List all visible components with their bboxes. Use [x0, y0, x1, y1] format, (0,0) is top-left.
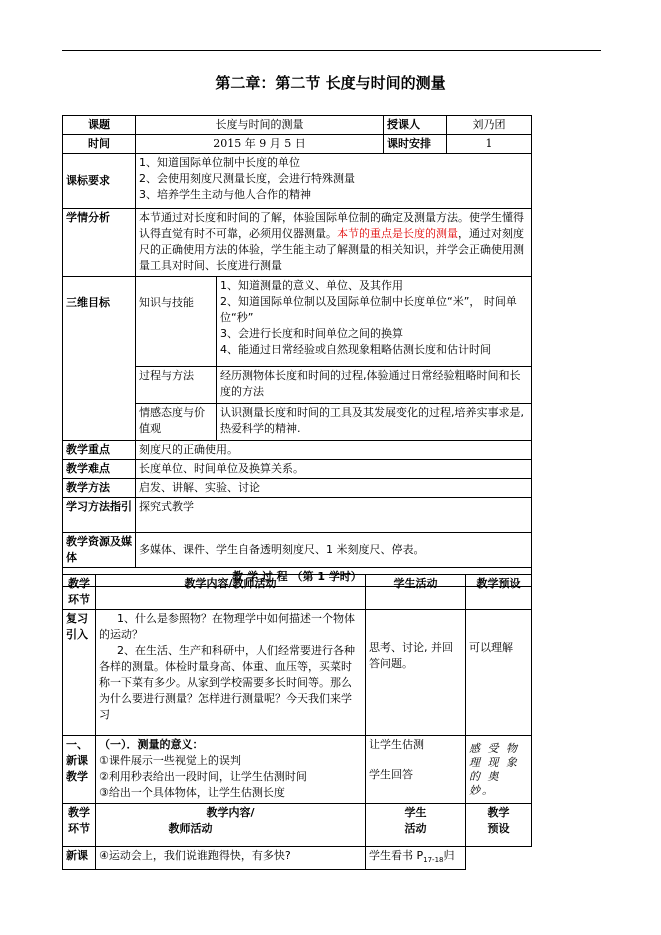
knowledge-line: 4、能通过日常经验或自然现象粗略估测长度和估计时间 — [220, 343, 491, 356]
review-label: 复习引入 — [63, 610, 96, 736]
review-text: 2、在生活、生产和科研中，人们经常要进行各种各样的测量。体检时量身高、体重、血压等，买菜时称一下菜有多少。从家到学校需要多长时间等。那么为什么要进行测量？怎样进行测量呢？今天我们来学习 — [99, 644, 355, 721]
last-row-student-sub: 17-18 — [423, 856, 444, 865]
analysis-highlight: 本节的重点是长度的测量 — [337, 227, 458, 240]
topic-value: 长度与时间的测量 — [136, 116, 384, 135]
resources-label: 教学资源及媒体 — [63, 533, 136, 568]
resources-value: 多媒体、课件、学生自备透明刻度尺、1 米刻度尺、停表。 — [136, 533, 532, 568]
info-table — [62, 115, 532, 587]
knowledge-line: 2、知道国际单位制以及国际单位制中长度单位“米”， 时间单位“秒” — [220, 295, 517, 324]
hours-value: 1 — [447, 135, 532, 154]
review-preset: 可以理解 — [466, 610, 532, 736]
col-content-2 — [96, 804, 366, 847]
difficulty-label: 教学难点 — [63, 460, 136, 479]
last-row-student — [366, 847, 466, 870]
requirement-line: 3、培养学生主动与他人合作的精神 — [139, 188, 311, 201]
last-row-student-end: 归 — [443, 849, 455, 862]
time-value: 2015 年 9 月 5 日 — [136, 135, 384, 154]
process-table — [62, 574, 532, 870]
new-lesson-label: 一、新课教学 — [63, 736, 96, 804]
method-label: 教学方法 — [63, 479, 136, 498]
col-preset-2a: 教学 — [487, 806, 510, 819]
study-guide-value: 探究式教学 — [136, 498, 532, 533]
student-activity: 让学生估测 — [369, 738, 424, 751]
header-rule — [62, 50, 601, 51]
student-activity: 学生回答 — [369, 768, 413, 781]
new-lesson-heading: （一）．测量的意义： — [99, 738, 204, 751]
time-label: 时间 — [63, 135, 136, 154]
knowledge-label: 知识与技能 — [136, 277, 217, 367]
key-point-label: 教学重点 — [63, 441, 136, 460]
col-content-2a: 教学内容/ — [206, 806, 255, 819]
analysis-label: 学情分析 — [63, 209, 136, 277]
topic-label: 课题 — [63, 116, 136, 135]
col-preset-2b: 预设 — [487, 822, 510, 835]
col-student-2 — [366, 804, 466, 847]
teacher-value: 刘乃团 — [447, 116, 532, 135]
emotion-content: 认识测量长度和时间的工具及其发展变化的过程,培养实事求是,热爱科学的精神. — [217, 404, 532, 441]
last-row-student-text: 学生看书 P — [369, 849, 424, 862]
col-student-2a: 学生 — [404, 806, 427, 819]
review-content — [96, 610, 366, 736]
requirements-label: 课标要求 — [63, 154, 136, 209]
last-row-empty — [466, 847, 532, 870]
analysis-content — [136, 209, 532, 277]
last-row-label: 新课 — [63, 847, 96, 870]
new-lesson-student — [366, 736, 466, 804]
difficulty-value: 长度单位、时间单位及换算关系。 — [136, 460, 532, 479]
col-preset: 教学预设 — [466, 575, 532, 610]
hours-label: 课时安排 — [384, 135, 447, 154]
emotion-label: 情感态度与价值观 — [136, 404, 217, 441]
method-value: 启发、讲解、实验、讨论 — [136, 479, 532, 498]
teacher-label: 授课人 — [384, 116, 447, 135]
study-guide-label: 学习方法指引 — [63, 498, 136, 533]
process-label: 过程与方法 — [136, 367, 217, 404]
page-title: 第二章：第二节 长度与时间的测量 — [215, 74, 446, 92]
knowledge-line: 3、会进行长度和时间单位之间的换算 — [220, 327, 403, 340]
last-row-content: ④运动会上，我们说谁跑得快，有多快? — [96, 847, 366, 870]
new-lesson-item: ②利用秒表给出一段时间，让学生估测时间 — [99, 770, 307, 783]
col-student-2b: 活动 — [404, 822, 427, 835]
knowledge-content — [217, 277, 532, 367]
review-question: 1、什么是参照物？在物理学中如何描述一个物体的运动？ — [99, 612, 355, 641]
requirement-line: 1、知道国际单位制中长度的单位 — [139, 156, 300, 169]
requirement-line: 2、会使用刻度尺测量长度，会进行特殊测量 — [139, 172, 355, 185]
requirements-content — [136, 154, 532, 209]
new-lesson-content — [96, 736, 366, 804]
col-stage-2: 教学环节 — [63, 804, 96, 847]
process-content: 经历测物体长度和时间的过程,体验通过日常经验粗略时间和长度的方法 — [217, 367, 532, 404]
col-preset-2 — [466, 804, 532, 847]
key-point-value: 刻度尺的正确使用。 — [136, 441, 532, 460]
col-stage: 教学环节 — [63, 575, 96, 610]
col-content: 教学内容/教师活动 — [96, 575, 366, 610]
process-header: 教 学 过 程 （第 1 学时） — [63, 568, 532, 587]
col-student: 学生活动 — [366, 575, 466, 610]
review-student: 思考、讨论, 并回答问题。 — [366, 610, 466, 736]
analysis-text: 本节通过对长度和时间的了解，体验国际单位制的确定及测量方法。使学生懂得认得直觉有时不可靠，必须用仪器测量。 — [139, 211, 524, 240]
knowledge-line: 1、知道测量的意义、单位、及其作用 — [220, 279, 403, 292]
new-lesson-preset: 感 受 物 理 现 象 的 奥 妙。 — [466, 736, 532, 804]
goals-label: 三维目标 — [63, 277, 136, 441]
new-lesson-item: ③给出一个具体物体，让学生估测长度 — [99, 786, 285, 799]
new-lesson-item: ①课件展示一些视觉上的误判 — [99, 754, 241, 767]
analysis-text-end: ，通过对刻度尺的正确使用方法的体验，学生能主动了解测量的相关知识，并学会正确使用测量工具对时间、长度进行测量 — [139, 227, 524, 272]
col-content-2b: 教师活动 — [168, 822, 213, 835]
